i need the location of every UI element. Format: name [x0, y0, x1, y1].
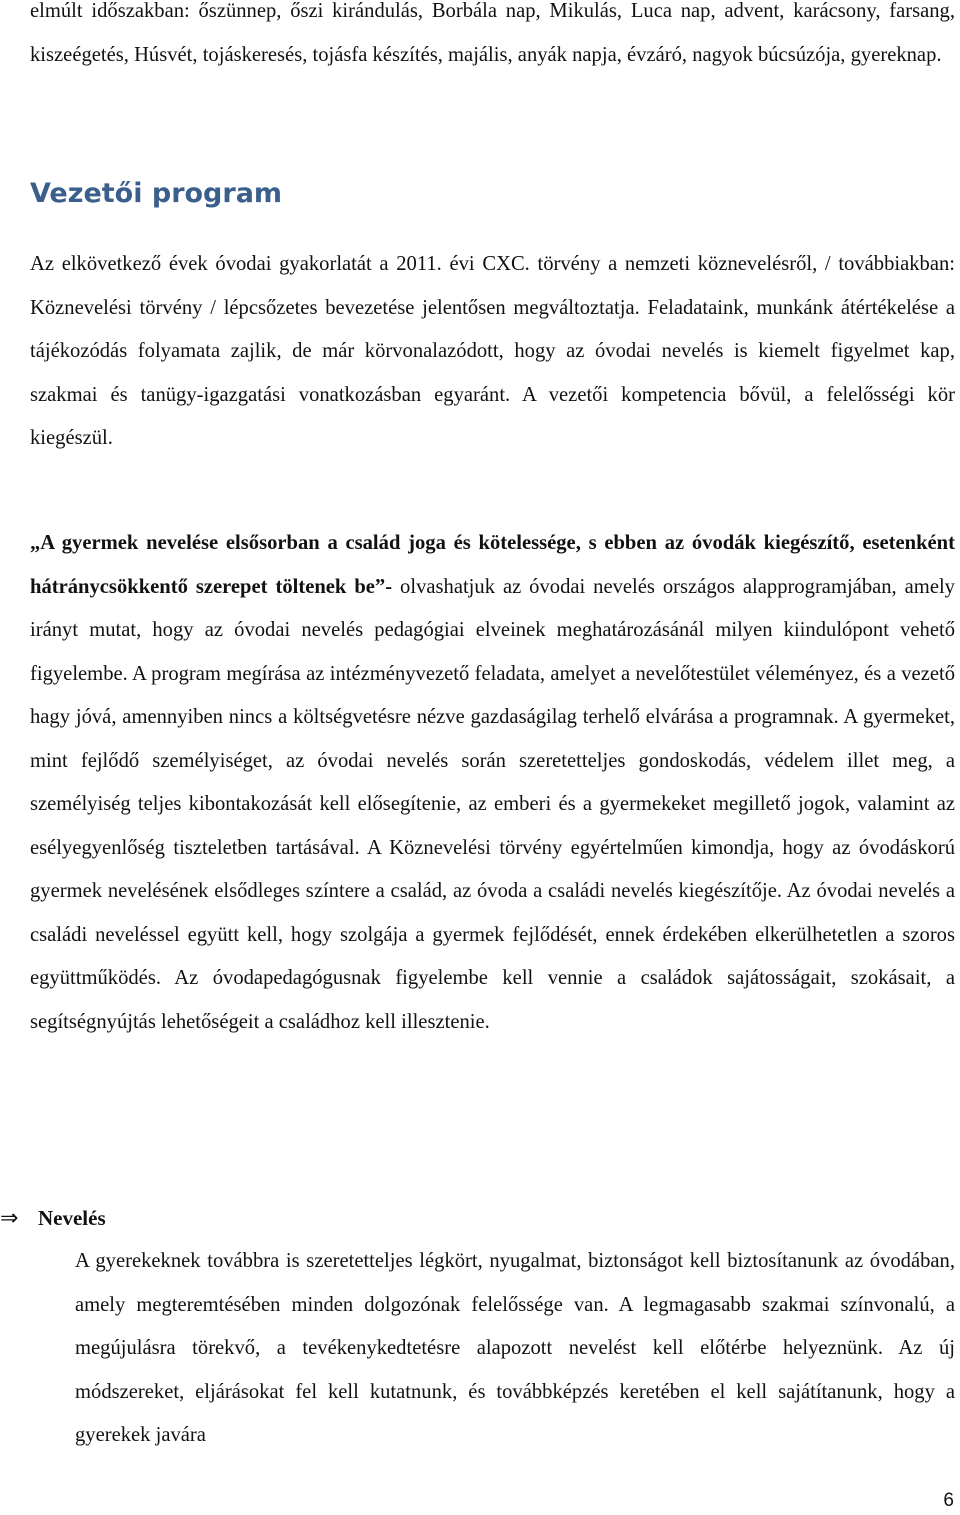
intro-paragraph: elmúlt időszakban: őszünnep, őszi kirándulás, Borbála nap, Mikulás, Luca nap, advent, karácsony, farsang, kiszeégetés, Húsvét, tojáskeresés, tojásfa készítés, majális, anyák napja, évzáró, nagyok búcsúzója, gyereknap. — [30, 0, 955, 66]
page-number: 6 — [943, 1490, 954, 1511]
paragraph-alapprogram — [30, 522, 955, 1044]
quote-bold: „A gyermek nevelése elsősorban a család joga és kötelessége, s ebben az óvodák kiegészítő, esetenként hátránycsökkentő szerepet töltenek be”- — [30, 532, 955, 598]
paragraph-neveles: A gyerekeknek továbbra is szeretetteljes légkört, nyugalmat, biztonságot kell biztosítanunk az óvodában, amely megteremtésében minden dolgozónak felelőssége van. A legmagasabb szakmai színvonalú, a megújulásra törekvő, a tevékenykedtetésre alapozott nevelést kell előtérbe helyeznünk. Az új módszereket, eljárásokat fel kell kutatnunk, és továbbképzés keretében el kell sajátítanunk, hogy a gyerekek javára — [75, 1250, 955, 1446]
paragraph-kozneveles: Az elkövetkező évek óvodai gyakorlatát a 2011. évi CXC. törvény a nemzeti köznevelésről, / továbbiakban: Köznevelési törvény / lépcsőzetes bevezetése jelentősen megváltoztatja. Feladataink, munkánk átértékelése a tájékozódás folyamata zajlik, de már körvonalazódott, hogy az óvodai nevelés is kiemelt figyelmet kap, szakmai és tanügy-igazgatási vonatkozásban egyaránt. A vezetői kompetencia bővül, a felelősségi kör kiegészül. — [30, 253, 955, 449]
section-heading: Vezetői program — [30, 178, 283, 209]
subsection-title: Nevelés — [38, 1206, 106, 1230]
arrow-right-icon: ⇒ — [0, 1206, 19, 1231]
paragraph-alapprogram-rest: olvashatjuk az óvodai nevelés országos alapprogramjában, amely irányt mutat, hogy az óvodai nevelés pedagógiai elveinek meghatározásánál milyen kiindulópont vehető figyelembe. A program megírása az intézményvezető feladata, amelyet a nevelőtestület véleményez, és a vezető hagy jóvá, amennyiben nincs a költségvetésre nézve gazdaságilag terhelő elvárása a programnak. A gyermeket, mint fejlődő személyiséget, az óvodai nevelés során szeretetteljes gondoskodás, védelem illet meg, a személyiség teljes kibontakozását kell elősegítenie, az emberi és a gyermekeket megillető jogok, valamint az esélyegyenlőség tiszteletben tartásával. A Köznevelési törvény egyértelműen kimondja, hogy az óvodáskorú gyermek nevelésének elsődleges színtere a család, az óvoda a családi nevelés kiegészítője. Az óvodai nevelés a családi neveléssel együtt kell, hogy szolgája a gyermek fejlődését, ennek érdekében elkerülhetetlen a szoros együttműködés. Az óvodapedagógusnak figyelembe kell vennie a családok sajátosságait, szokásait, a segítségnyújtás lehetőségeit a családhoz kell illesztenie. — [30, 575, 955, 1033]
